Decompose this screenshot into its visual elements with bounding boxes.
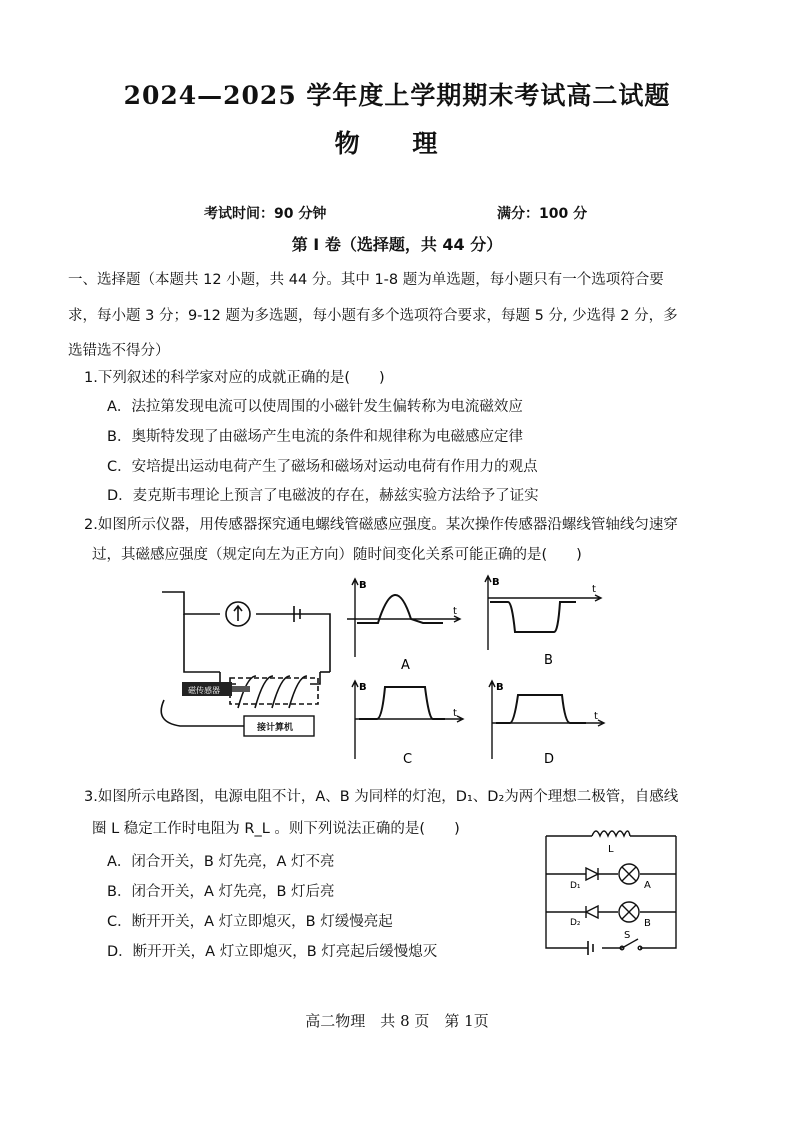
question-3-stem-line2: 圈 L 稳定工作时电阻为 R_L 。则下列说法正确的是( ): [92, 821, 460, 837]
full-score: 满分：100 分: [497, 206, 588, 222]
svg-text:A: A: [644, 880, 651, 891]
diode-d2-icon: [586, 906, 598, 918]
svg-text:S: S: [624, 930, 631, 941]
q1-option-a: A．法拉第发现电流可以使周围的小磁针发生偏转称为电流磁效应: [107, 399, 523, 415]
lr-circuit-figure: [540, 822, 690, 960]
battery-icon: [588, 941, 593, 955]
q3-option-b: B．闭合开关，A 灯先亮，B 灯后亮: [107, 884, 335, 900]
svg-text:t: t: [453, 708, 457, 719]
q3-option-d: D．断开开关，A 灯立即熄灭，B 灯亮起后缓慢熄灭: [107, 944, 438, 960]
svg-text:B: B: [496, 682, 504, 693]
q1-option-b: B．奥斯特发现了由磁场产生电流的条件和规律称为电磁感应定律: [107, 429, 523, 445]
svg-text:D₁: D₁: [570, 881, 581, 891]
inductor-coil: [592, 831, 630, 836]
exam-time: 考试时间：90 分钟: [204, 206, 327, 222]
q1-option-c: C．安培提出运动电荷产生了磁场和磁场对运动电荷有作用力的观点: [107, 459, 538, 475]
instruction-line: 选错选不得分）: [68, 343, 170, 359]
graph-a: [345, 575, 470, 675]
svg-text:L: L: [608, 844, 614, 855]
solenoid-apparatus-figure: [160, 590, 350, 740]
page-footer: 高二物理 共 8 页 第 1页: [305, 1012, 489, 1030]
graph-b: [476, 572, 606, 672]
graph-c: [345, 677, 470, 772]
computer-label: 接计算机: [257, 723, 294, 733]
graph-d-label: D: [544, 752, 555, 767]
q3-option-c: C．断开开关，A 灯立即熄灭，B 灯缓慢亮起: [107, 914, 393, 930]
q3-option-a: A．闭合开关，B 灯先亮，A 灯不亮: [107, 854, 335, 870]
sensor-label: 磁传感器: [188, 686, 220, 695]
part-title: 第 Ⅰ 卷（选择题，共 44 分）: [291, 235, 503, 254]
instruction-line: 一、选择题（本题共 12 小题，共 44 分。其中 1-8 题为单选题，每小题只有一个选项符合要: [68, 272, 664, 288]
question-1-stem: 1.下列叙述的科学家对应的成就正确的是( ): [84, 370, 385, 386]
question-3-stem-line1: 3.如图所示电路图，电源电阻不计，A、B 为同样的灯泡，D₁、D₂为两个理想二极管，自感线: [84, 789, 679, 805]
svg-text:t: t: [594, 711, 598, 722]
svg-text:B: B: [644, 918, 651, 929]
graph-a-x-label: t: [453, 606, 457, 617]
graph-a-y-label: B: [359, 580, 367, 591]
diode-d1-icon: [586, 868, 598, 880]
subject-title: 物 理: [334, 129, 460, 158]
graph-a-label: A: [401, 658, 410, 673]
question-2-stem-line2: 过，其磁感应强度（规定向左为正方向）随时间变化关系可能正确的是( ): [92, 547, 582, 563]
svg-text:t: t: [592, 584, 596, 595]
svg-text:B: B: [492, 577, 500, 588]
graph-d: [480, 677, 610, 772]
exam-title: 2024—2025 学年度上学期期末考试高二试题: [123, 81, 671, 110]
instruction-line: 求，每小题 3 分；9-12 题为多选题，每小题有多个选项符合要求，每题 5 分, 少选得 2 分，多: [68, 308, 678, 324]
question-2-stem-line1: 2.如图所示仪器，用传感器探究通电螺线管磁感应强度。某次操作传感器沿螺线管轴线匀速穿: [84, 517, 678, 533]
svg-text:B: B: [359, 682, 367, 693]
graph-b-label: B: [544, 653, 553, 668]
graph-c-label: C: [403, 752, 413, 767]
q1-option-d: D．麦克斯韦理论上预言了电磁波的存在，赫兹实验方法给予了证实: [107, 488, 539, 504]
svg-text:D₂: D₂: [570, 918, 581, 928]
